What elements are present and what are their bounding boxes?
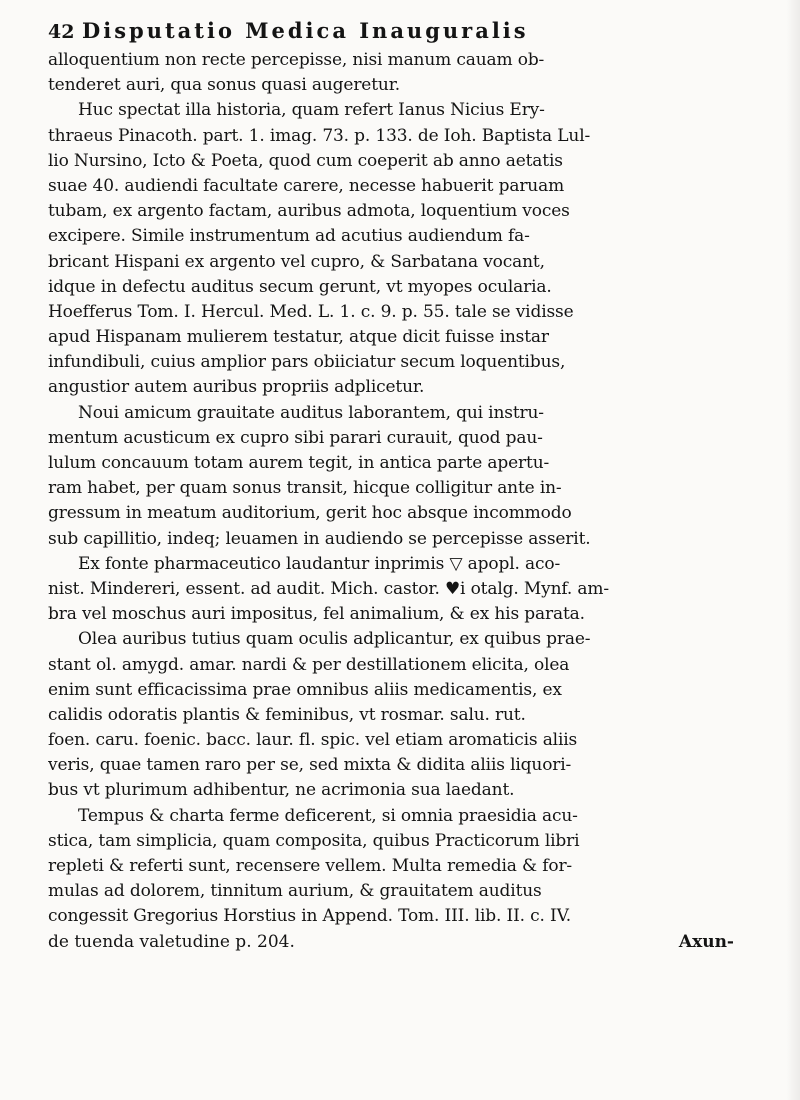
text-line: tubam, ex argento factam, auribus admota, loquentium voces (48, 201, 570, 222)
paragraph-3 (48, 401, 740, 552)
text-line: bra vel moschus auri impositus, fel animalium, & ex his parata. (48, 604, 585, 625)
paragraph-2 (48, 98, 740, 400)
paragraph-1 (48, 48, 740, 98)
text-line: stica, tam simplicia, quam composita, quibus Practicorum libri (48, 830, 580, 851)
text-line: mentum acusticum ex cupro sibi parari curauit, quod pau- (48, 427, 543, 448)
text-line: alloquentium non recte percepisse, nisi manum cauam ob- (48, 50, 545, 70)
text-line: tenderet auri, qua sonus quasi augeretur. (48, 75, 401, 96)
text-line: Olea auribus tutius quam oculis adplicantur, ex quibus prae- (78, 629, 591, 650)
text-line: apud Hispanam mulierem testatur, atque dicit fuisse instar (48, 327, 549, 348)
text-line: bus vt plurimum adhibentur, ne acrimonia sua laedant. (48, 780, 515, 801)
text-line: Ex fonte pharmaceutico laudantur inprimis ▽ apopl. aco- (78, 553, 561, 574)
text-line: ram habet, per quam sonus transit, hicque colligitur ante in- (48, 478, 562, 499)
text-line: foen. caru. foenic. bacc. laur. fl. spic. vel etiam aromaticis aliis (48, 730, 578, 751)
catchword: Axun- (678, 931, 734, 952)
text-line: veris, quae tamen raro per se, sed mixta & didita aliis liquori- (48, 755, 572, 776)
paragraph-5 (48, 804, 740, 930)
text-line: mulas ad dolorem, tinnitum aurium, & grauitatem auditus (48, 881, 542, 902)
text-line: bricant Hispani ex argento vel cupro, & Sarbatana vocant, (48, 251, 545, 272)
text-line: suae 40. audiendi facultate carere, necesse habuerit paruam (48, 175, 565, 196)
text-line: lio Nursino, Icto & Poeta, quod cum coeperit ab anno aetatis (48, 150, 563, 171)
text-line: excipere. Simile instrumentum ad acutius audiendum fa- (48, 226, 530, 247)
text-line: gressum in meatum auditorium, gerit hoc absque incommodo (48, 503, 572, 524)
text-line: thraeus Pinacoth. part. 1. imag. 73. p. 133. de Ioh. Baptista Lul- (48, 125, 591, 146)
text-line: lulum concauum totam aurem tegit, in antica parte apertu- (48, 453, 550, 473)
text-line: idque in defectu auditus secum gerunt, vt myopes ocularia. (48, 276, 552, 297)
text-block (48, 18, 740, 955)
text-line: enim sunt efficacissima prae omnibus aliis medicamentis, ex (48, 679, 562, 700)
page-number: 42 (48, 21, 75, 43)
text-line: de tuenda valetudine p. 204. (48, 931, 295, 952)
text-line: stant ol. amygd. amar. nardi & per destillationem elicita, olea (48, 654, 570, 675)
text-line: angustior autem auribus propriis adplicetur. (48, 377, 425, 398)
paragraph-4 (48, 552, 740, 804)
text-line: Tempus & charta ferme deficerent, si omnia praesidia acu- (78, 805, 578, 826)
text-line: congessit Gregorius Horstius in Append. Tom. III. lib. II. c. IV. (48, 906, 572, 927)
last-line-with-catchword (48, 930, 740, 955)
running-head (48, 18, 740, 48)
text-line: repleti & referti sunt, recensere vellem. Multa remedia & for- (48, 856, 573, 876)
text-line: nist. Mindereri, essent. ad audit. Mich. castor. ♥i otalg. Mynf. am- (48, 578, 609, 599)
text-line: infundibuli, cuius amplior pars obiiciatur secum loquentibus, (48, 352, 566, 373)
running-head-title: Disputatio Medica Inauguralis (82, 18, 529, 43)
text-line: calidis odoratis plantis & feminibus, vt rosmar. salu. rut. (48, 704, 526, 725)
text-line: Hoefferus Tom. I. Hercul. Med. L. 1. c. 9. p. 55. tale se vidisse (48, 301, 574, 322)
text-line: sub capillitio, indeq; leuamen in audiendo se percepisse asserit. (48, 528, 591, 549)
text-line: Noui amicum grauitate auditus laborantem, qui instru- (78, 402, 544, 423)
text-line: Huc spectat illa historia, quam refert Ianus Nicius Ery- (78, 100, 545, 121)
